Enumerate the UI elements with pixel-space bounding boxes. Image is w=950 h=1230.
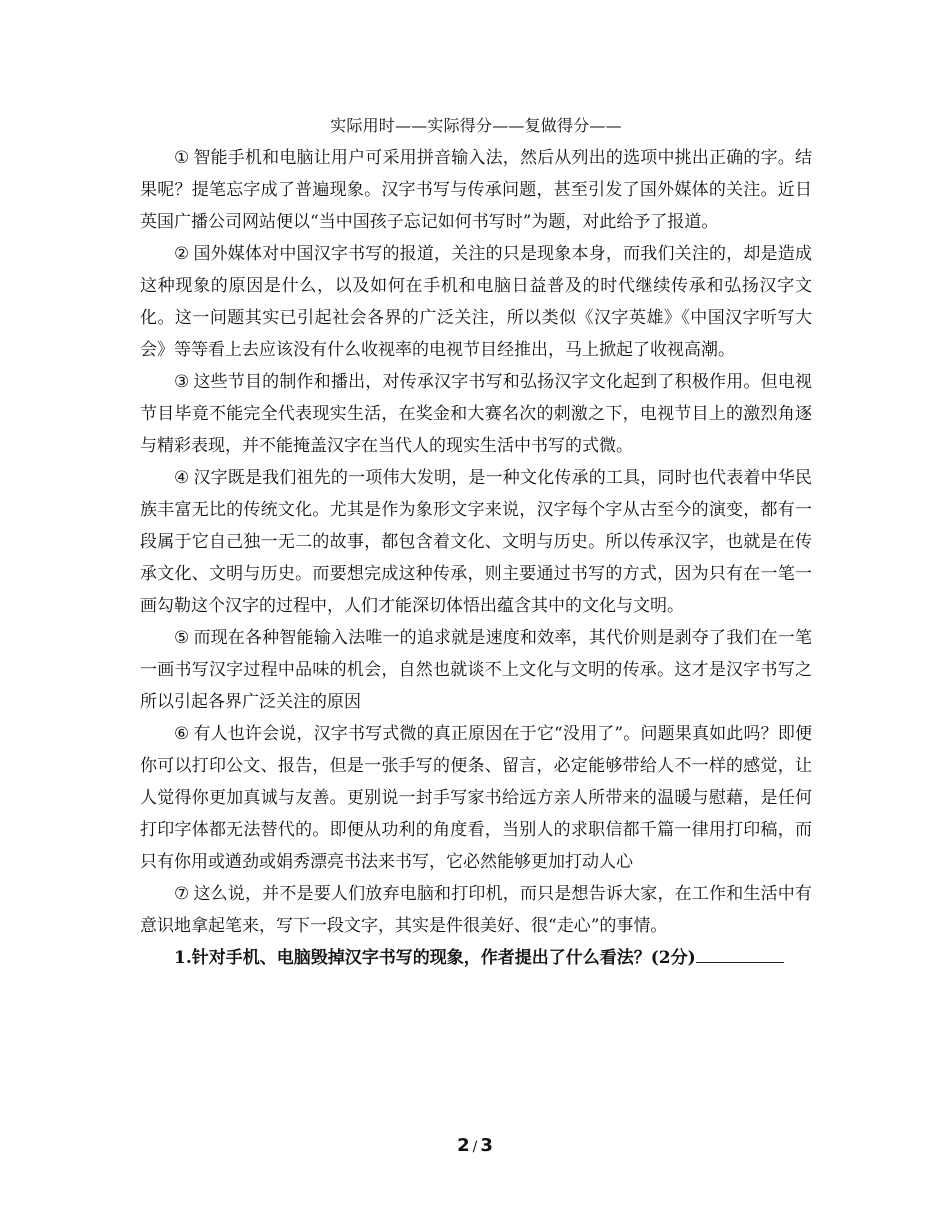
paragraph-number: ⑦	[174, 884, 190, 904]
paragraph-number: ①	[174, 148, 190, 168]
page-number	[0, 1133, 950, 1160]
total-pages: 3	[480, 1135, 493, 1156]
paragraph-text: 汉字既是我们祖先的一项伟大发明，是一种文化传承的工具，同时也代表着中华民族丰富无比的传统文化。尤其是作为象形文字来说，汉字每个字从古至今的演变，都有一段属于它自己独一无二的故事，都包含着文化、文明与历史。所以传承汉字，也就是在传承文化、文明与历史。而要想完成这种传承，则主要通过书写的方式，因为只有在一笔一画勾勒这个汉字的过程中，人们才能深切体悟出蕴含其中的文化与文明。	[140, 468, 812, 616]
paragraph-number: ④	[174, 468, 190, 488]
paragraph-text: 这些节目的制作和播出，对传承汉字书写和弘扬汉字文化起到了积极作用。但电视节目毕竟不能完全代表现实生活，在奖金和大赛名次的刺激之下，电视节目上的激烈角逐与精彩表现，并不能掩盖汉字在当代人的现实生活中书写的式微。	[140, 372, 812, 456]
paragraph-7	[140, 878, 812, 942]
answer-blank-line[interactable]	[696, 944, 784, 963]
paragraph-text: 有人也许会说，汉字书写式微的真正原因在于它“没用了”。问题果真如此吗？即便你可以打印公文、报告，但是一张手写的便条、留言，必定能够带给人不一样的感觉，让人觉得你更加真诚与友善。更别说一封手写家书给远方亲人所带来的温暖与慰藉，是任何打印字体都无法替代的。即便从功利的角度看，当别人的求职信都千篇一律用打印稿，而只有你用或遒劲或娟秀漂亮书法来书写，它必然能够更加打动人心	[140, 724, 812, 872]
paragraph-5	[140, 622, 812, 718]
paragraph-text: 智能手机和电脑让用户可采用拼音输入法，然后从列出的选项中挑出正确的字。结果呢？提笔忘字成了普遍现象。汉字书写与传承问题，甚至引发了国外媒体的关注。近日英国广播公司网站便以“当中国孩子忘记如何书写时”为题，对此给予了报道。	[140, 148, 812, 232]
paragraph-2	[140, 238, 812, 366]
paragraph-3	[140, 366, 812, 462]
paragraph-text: 国外媒体对中国汉字书写的报道，关注的只是现象本身，而我们关注的，却是造成这种现象的原因是什么，以及如何在手机和电脑日益普及的时代继续传承和弘扬汉字文化。这一问题其实已引起社会各界的广泛关注，所以类似《汉字英雄》《中国汉字听写大会》等等看上去应该没有什么收视率的电视节目经推出，马上掀起了收视高潮。	[140, 244, 812, 360]
paragraph-number: ②	[174, 244, 190, 264]
timing-score-line: 实际用时——实际得分——复做得分——	[330, 116, 622, 135]
paragraph-number: ⑥	[174, 724, 190, 744]
paragraph-6	[140, 718, 812, 878]
question-text: 1.针对手机、电脑毁掉汉字书写的现象，作者提出了什么看法？(2分)	[174, 948, 696, 968]
paragraph-number: ③	[174, 372, 190, 392]
paragraph-4	[140, 462, 812, 622]
paragraph-text: 这么说，并不是要人们放弃电脑和打印机，而只是想告诉大家，在工作和生活中有意识地拿起笔来，写下一段文字，其实是件很美好、很“走心”的事情。	[140, 884, 812, 936]
question-1	[140, 942, 812, 974]
document-body	[140, 112, 812, 974]
paragraph-1	[140, 142, 812, 238]
paragraph-number: ⑤	[174, 628, 190, 648]
current-page: 2	[457, 1135, 470, 1156]
paragraph-text: 而现在各种智能输入法唯一的追求就是速度和效率，其代价则是剥夺了我们在一笔一画书写汉字过程中品味的机会，自然也就谈不上文化与文明的传承。这才是汉字书写之所以引起各界广泛关注的原因	[140, 628, 812, 712]
page-separator: /	[472, 1139, 478, 1155]
